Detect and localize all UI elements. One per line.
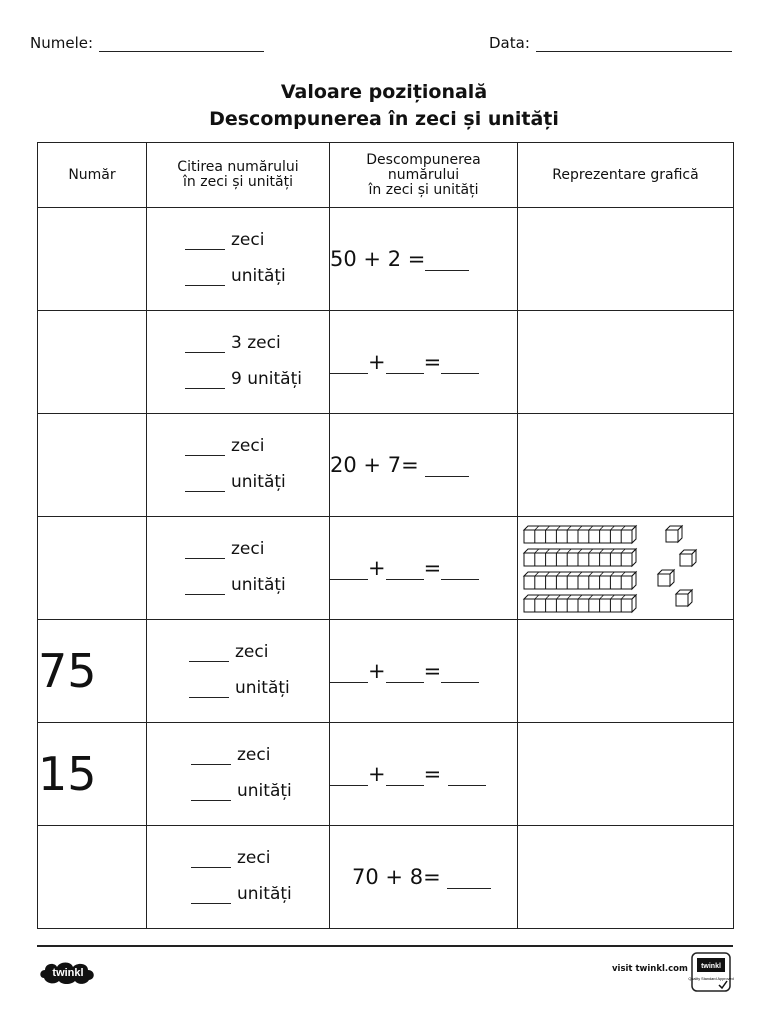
answer-blank[interactable] <box>386 662 424 683</box>
logo-text: twinkl <box>52 967 84 979</box>
name-label: Numele: <box>30 34 94 52</box>
base-ten-blocks-icon <box>518 518 732 618</box>
answer-blank[interactable] <box>185 370 225 389</box>
worksheet-table <box>37 142 734 929</box>
units-label: unități <box>237 781 292 801</box>
plus-sign: + <box>385 865 404 889</box>
given-number: 15 <box>38 747 97 801</box>
reading-cell <box>147 723 330 826</box>
header-number <box>38 143 147 208</box>
table-row <box>38 620 734 723</box>
decomposition-cell <box>330 620 518 723</box>
answer-blank[interactable] <box>386 559 424 580</box>
graphic-cell[interactable] <box>518 826 734 929</box>
decomp-units: 7 <box>387 453 402 477</box>
reading-cell <box>147 517 330 620</box>
tens-rod-icon <box>524 549 636 566</box>
unit-cube-icon <box>658 570 674 586</box>
unit-cube-icon <box>676 590 692 606</box>
graphic-cell[interactable] <box>518 414 734 517</box>
name-line[interactable] <box>99 37 264 52</box>
header-reading <box>147 143 330 208</box>
decomp-units: 8 <box>409 865 424 889</box>
answer-blank[interactable] <box>189 679 229 698</box>
answer-blank[interactable] <box>185 231 225 250</box>
answer-blank[interactable] <box>185 473 225 492</box>
tens-label: zeci <box>231 539 265 559</box>
equals-sign: = <box>423 350 442 374</box>
answer-blank[interactable] <box>425 250 469 271</box>
decomp-tens: 20 <box>330 453 357 477</box>
equals-sign: = <box>423 762 442 786</box>
name-field[interactable] <box>30 34 264 52</box>
number-cell[interactable] <box>38 414 147 517</box>
graphic-cell[interactable] <box>518 311 734 414</box>
units-label: unități <box>231 472 286 492</box>
answer-blank[interactable] <box>185 334 225 353</box>
plus-sign: + <box>368 762 386 786</box>
graphic-cell <box>518 517 734 620</box>
decomposition-cell <box>330 414 518 517</box>
header-decomposition <box>330 143 518 208</box>
table-row <box>38 826 734 929</box>
footer-divider <box>37 945 733 947</box>
answer-blank[interactable] <box>189 643 229 662</box>
table-row <box>38 208 734 311</box>
table-row <box>38 723 734 826</box>
twinkl-logo-icon[interactable] <box>38 958 98 986</box>
units-label: unități <box>237 884 292 904</box>
date-line[interactable] <box>536 37 732 52</box>
equals-sign: = <box>423 659 442 683</box>
tens-rod-icon <box>524 572 636 589</box>
answer-blank[interactable] <box>185 437 225 456</box>
units-label: unități <box>231 266 286 286</box>
header-number-text: Număr <box>68 166 116 183</box>
equals-sign: = <box>423 556 442 580</box>
answer-blank[interactable] <box>441 353 479 374</box>
equals-sign: = <box>401 453 419 477</box>
given-number: 75 <box>38 644 97 698</box>
tens-label: zeci <box>231 230 265 250</box>
answer-blank[interactable] <box>441 662 479 683</box>
table-row <box>38 517 734 620</box>
answer-blank[interactable] <box>447 868 491 889</box>
number-cell[interactable] <box>38 208 147 311</box>
tens-label: zeci <box>235 642 269 662</box>
plus-sign: + <box>368 350 386 374</box>
decomp-tens: 50 <box>330 247 357 271</box>
number-cell <box>38 620 147 723</box>
answer-blank[interactable] <box>425 456 469 477</box>
date-label: Data: <box>489 34 530 52</box>
header-graphic-text: Reprezentare grafică <box>552 166 699 183</box>
equals-sign: = <box>407 247 426 271</box>
decomp-tens: 70 <box>352 865 379 889</box>
equals-sign: = <box>423 865 441 889</box>
answer-blank[interactable] <box>191 849 231 868</box>
decomposition-cell <box>330 826 518 929</box>
unit-cube-icon <box>680 550 696 566</box>
header-graphic <box>518 143 734 208</box>
number-cell <box>38 723 147 826</box>
decomposition-cell <box>330 517 518 620</box>
table-header-row <box>38 143 734 208</box>
tens-label: zeci <box>237 848 271 868</box>
number-cell[interactable] <box>38 311 147 414</box>
reading-cell <box>147 826 330 929</box>
header-reading-text: Citirea numărului în zeci și unități <box>177 159 299 190</box>
visit-link[interactable]: visit twinkl.com <box>612 964 688 974</box>
table-row <box>38 414 734 517</box>
plus-sign: + <box>368 659 386 683</box>
badge-text: Quality Standard Approved <box>688 977 734 981</box>
answer-blank[interactable] <box>185 540 225 559</box>
answer-blank[interactable] <box>330 559 368 580</box>
plus-sign: + <box>368 556 386 580</box>
worksheet-title: Valoare pozițională <box>280 81 488 103</box>
answer-blank[interactable] <box>191 885 231 904</box>
table-row <box>38 311 734 414</box>
unit-cube-icon <box>666 526 682 542</box>
number-cell[interactable] <box>38 517 147 620</box>
badge-brand-text: twinkl <box>701 963 721 970</box>
answer-blank[interactable] <box>330 353 368 374</box>
answer-blank[interactable] <box>386 765 424 786</box>
answer-blank[interactable] <box>191 782 231 801</box>
tens-label: 3 zeci <box>231 333 281 353</box>
units-label: 9 unități <box>231 369 302 389</box>
tens-label: zeci <box>231 436 265 456</box>
decomposition-cell <box>330 208 518 311</box>
date-field[interactable] <box>489 34 732 52</box>
tens-rod-icon <box>524 595 636 612</box>
decomposition-cell <box>330 311 518 414</box>
quality-badge-icon <box>688 952 734 992</box>
answer-blank[interactable] <box>191 746 231 765</box>
decomp-units: 2 <box>387 247 402 271</box>
graphic-cell[interactable] <box>518 723 734 826</box>
plus-sign: + <box>363 247 382 271</box>
tens-rod-icon <box>524 526 636 543</box>
units-label: unități <box>235 678 290 698</box>
answer-blank[interactable] <box>386 353 424 374</box>
plus-sign: + <box>363 453 382 477</box>
graphic-cell[interactable] <box>518 208 734 311</box>
answer-blank[interactable] <box>185 576 225 595</box>
units-label: unități <box>231 575 286 595</box>
reading-cell <box>147 414 330 517</box>
answer-blank[interactable] <box>330 765 368 786</box>
worksheet-subtitle: Descompunerea în zeci și unități <box>209 108 559 130</box>
reading-cell <box>147 311 330 414</box>
decomposition-cell <box>330 723 518 826</box>
header-decomposition-text: Descompunerea numărului în zeci și unități <box>366 151 481 198</box>
reading-cell <box>147 620 330 723</box>
answer-blank[interactable] <box>185 267 225 286</box>
answer-blank[interactable] <box>330 662 368 683</box>
number-cell[interactable] <box>38 826 147 929</box>
reading-cell <box>147 208 330 311</box>
answer-blank[interactable] <box>441 559 479 580</box>
answer-blank[interactable] <box>448 765 486 786</box>
graphic-cell[interactable] <box>518 620 734 723</box>
tens-label: zeci <box>237 745 271 765</box>
